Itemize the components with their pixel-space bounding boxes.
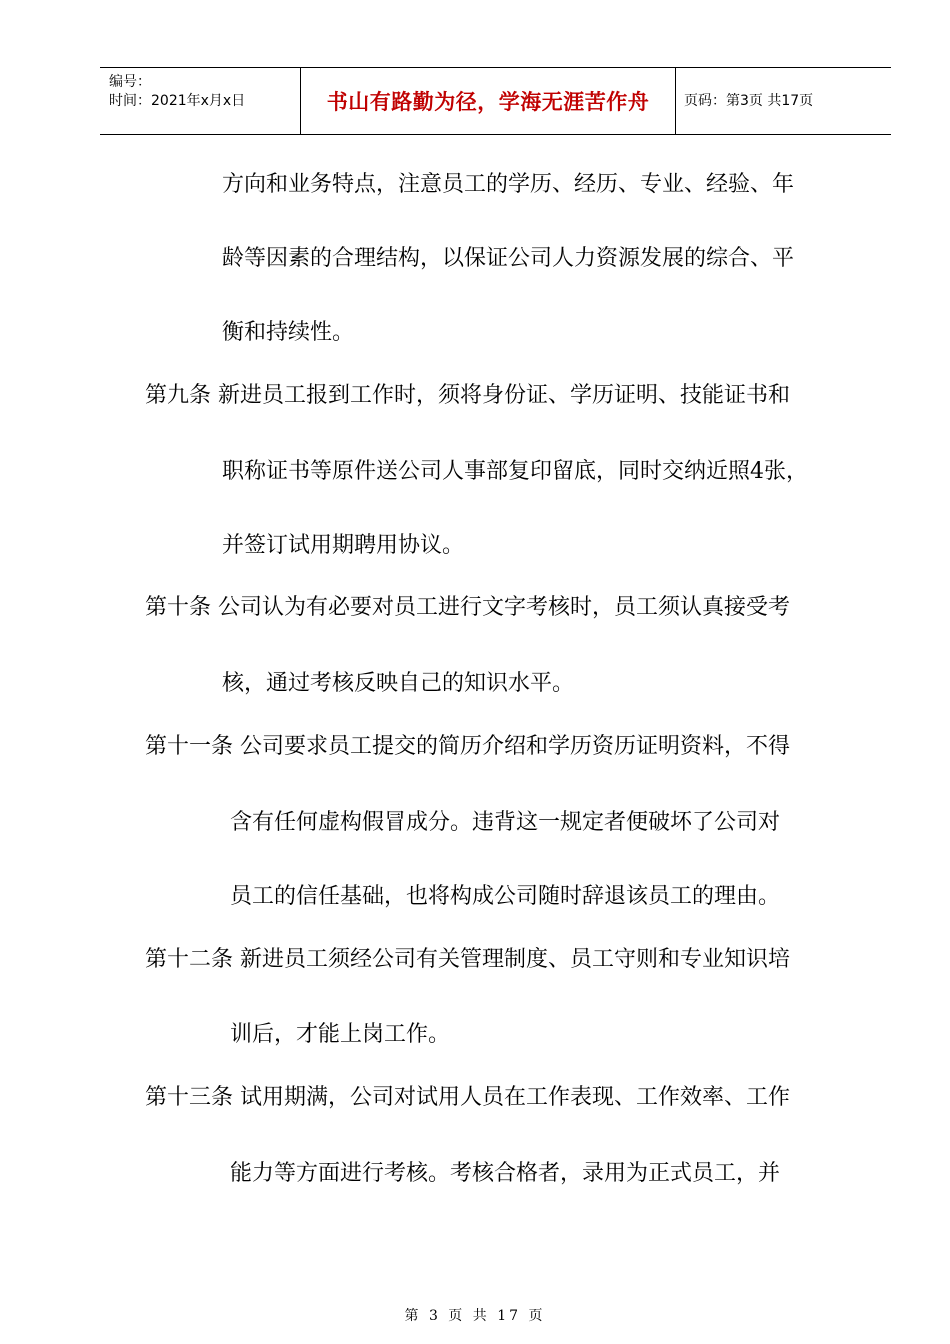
body-line: 龄等因素的合理结构，以保证公司人力资源发展的综合、平 [222, 246, 795, 271]
header-page-number: 页码：第3页 共17页 [684, 93, 814, 109]
body-line: 能力等方面进行考核。考核合格者，录用为正式员工，并 [230, 1161, 781, 1186]
header-motto: 书山有路勤为径，学海无涯苦作舟 [326, 90, 650, 114]
article-11-line: 第十一条 公司要求员工提交的简历介绍和学历资历证明资料，不得 [145, 734, 790, 759]
body-line: 衡和持续性。 [222, 320, 355, 345]
body-line: 含有任何虚构假冒成分。违背这一规定者便破坏了公司对 [230, 810, 781, 835]
article-12-line: 第十二条 新进员工须经公司有关管理制度、员工守则和专业知识培 [145, 947, 790, 972]
header-info-cell [100, 68, 300, 134]
body-line: 方向和业务特点，注意员工的学历、经历、专业、经验、年 [222, 172, 795, 197]
document-time-label: 时间：2021年x月x日 [109, 93, 246, 109]
article-10-line: 第十条 公司认为有必要对员工进行文字考核时，员工须认真接受考 [145, 595, 790, 620]
article-9-line: 第九条 新进员工报到工作时，须将身份证、学历证明、技能证书和 [145, 383, 790, 408]
header-motto-cell [300, 68, 676, 134]
document-number-label: 编号： [109, 74, 151, 90]
body-line: 核，通过考核反映自己的知识水平。 [222, 671, 575, 696]
body-line: 员工的信任基础，也将构成公司随时辞退该员工的理由。 [230, 884, 781, 909]
body-line: 训后，才能上岗工作。 [230, 1022, 451, 1047]
body-line: 并签订试用期聘用协议。 [222, 533, 465, 558]
article-13-line: 第十三条 试用期满，公司对试用人员在工作表现、工作效率、工作 [145, 1085, 790, 1110]
page-header [100, 67, 891, 135]
header-page-cell [676, 68, 891, 134]
body-line: 职称证书等原件送公司人事部复印留底，同时交纳近照4张， [222, 459, 808, 484]
page-footer: 第 3 页 共 17 页 [404, 1308, 546, 1324]
